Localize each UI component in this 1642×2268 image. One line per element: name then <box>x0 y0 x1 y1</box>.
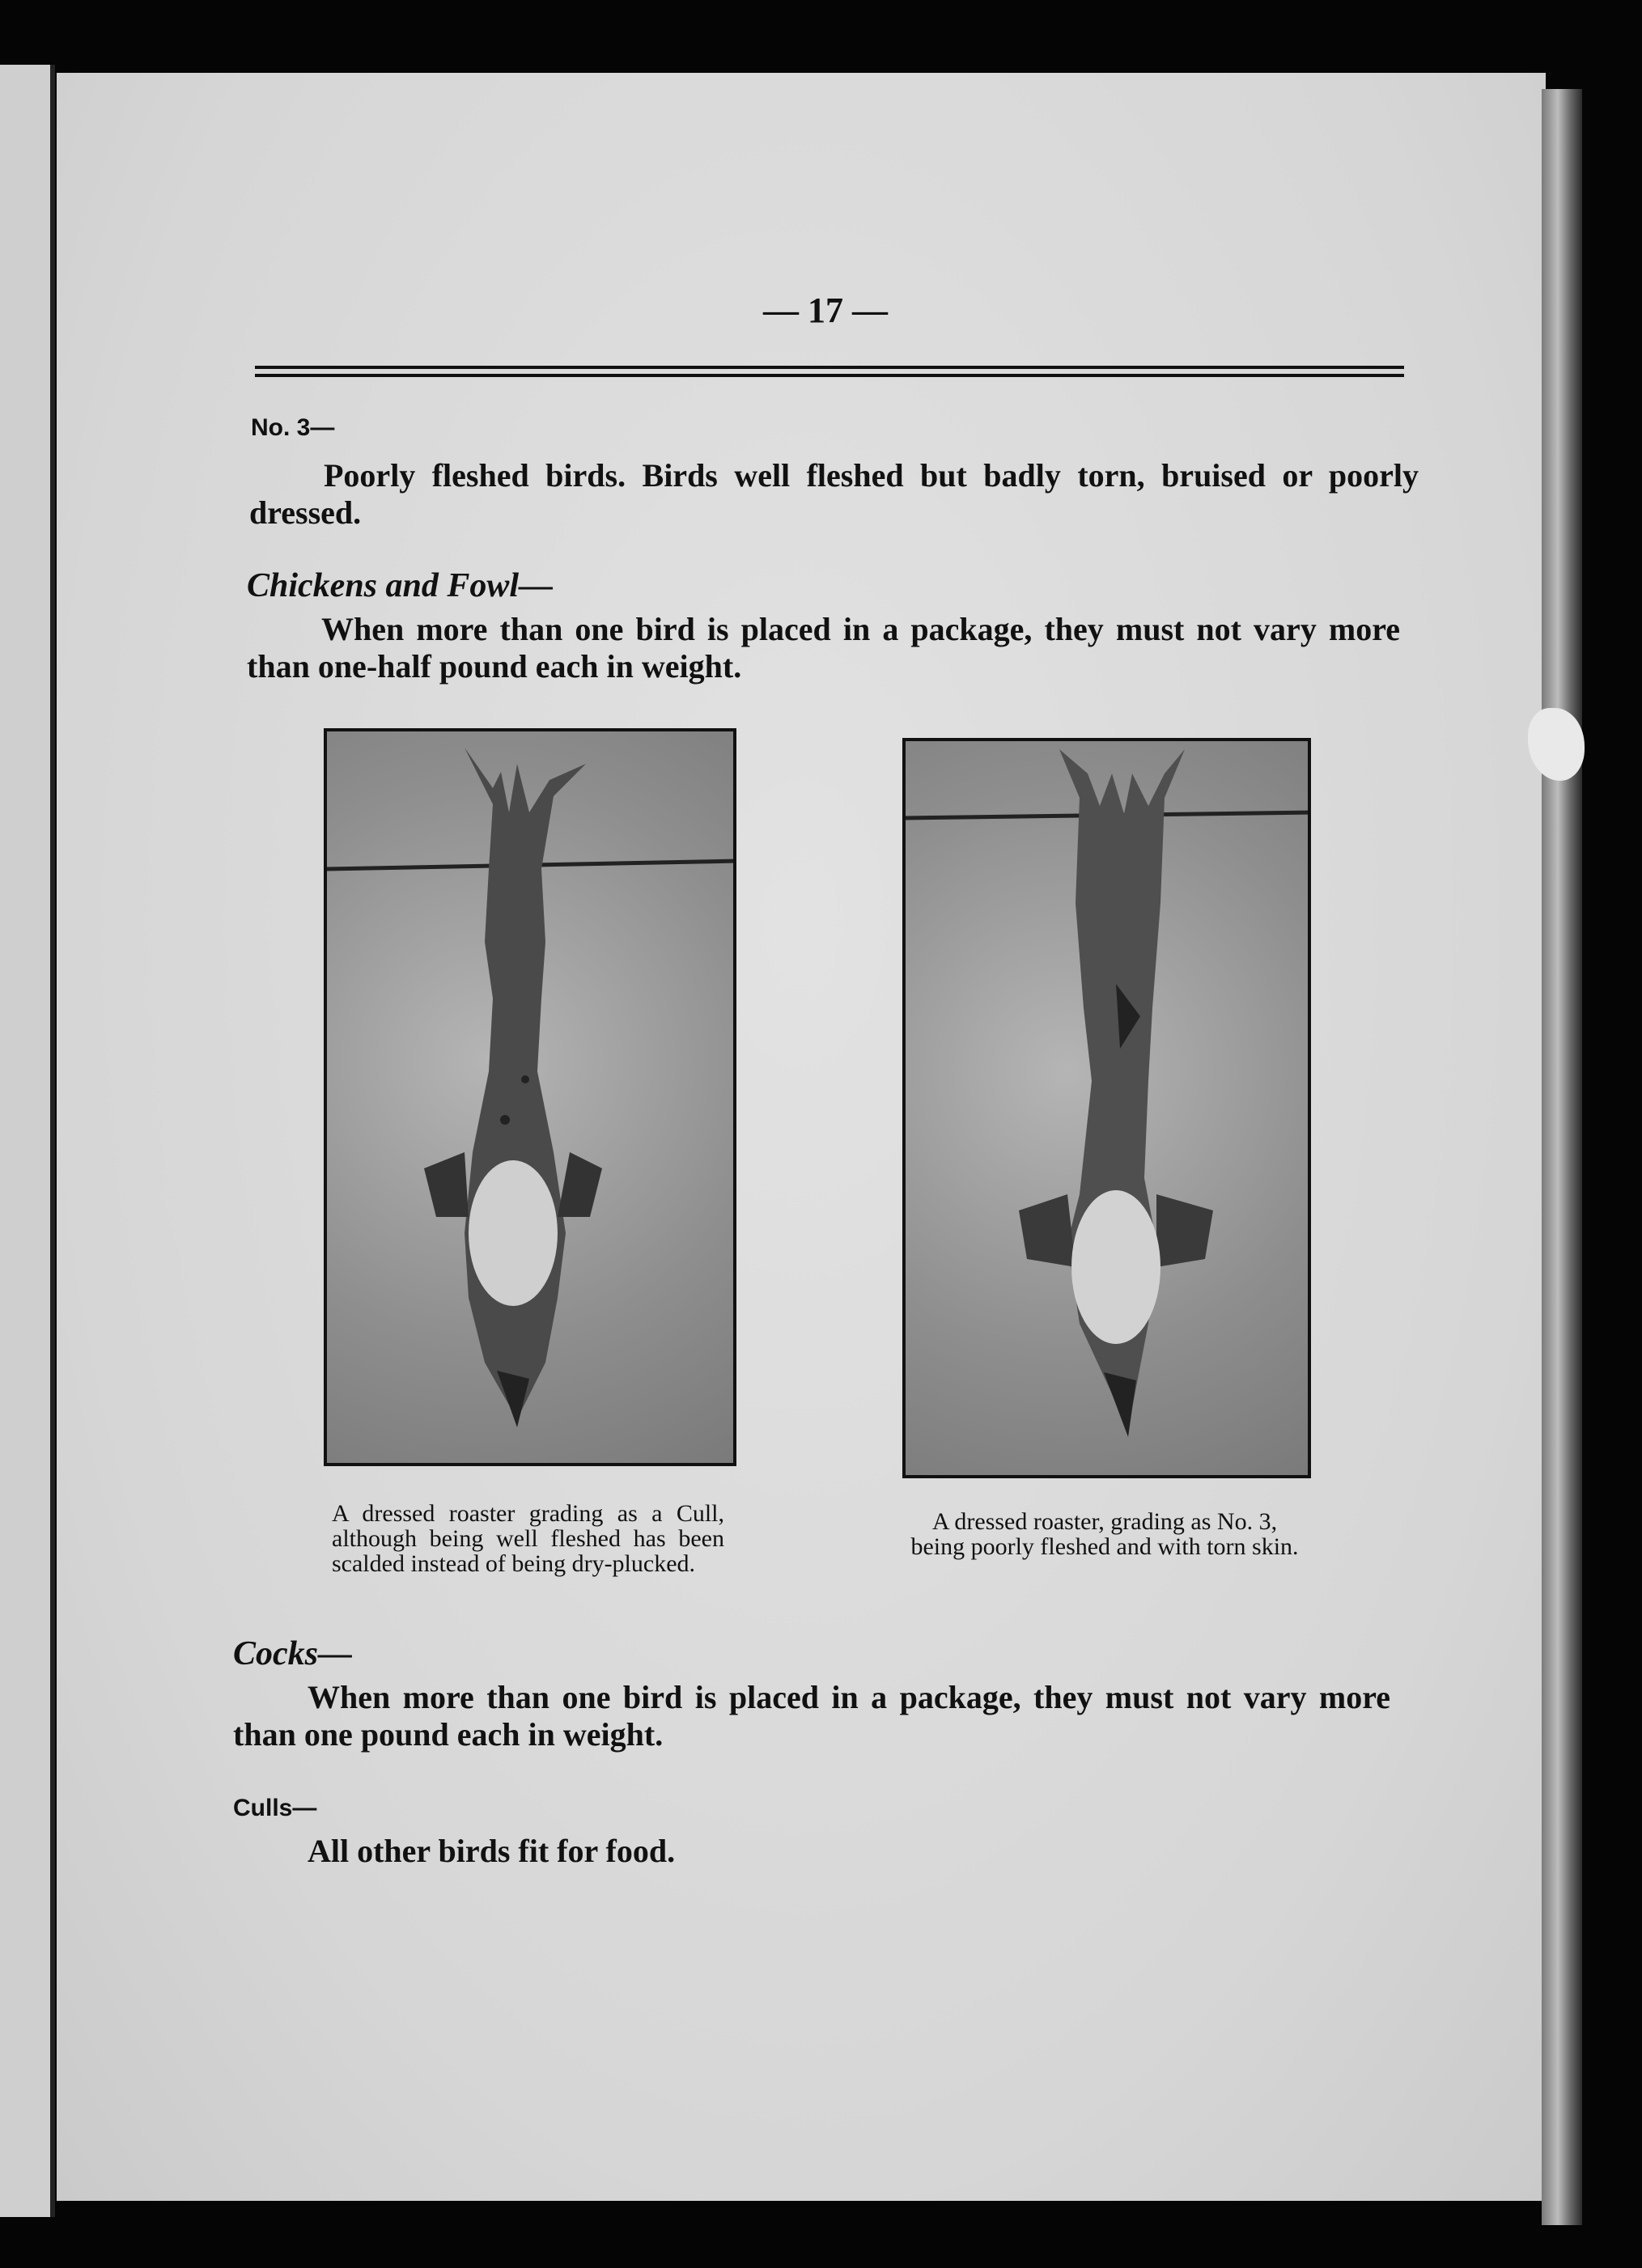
paragraph-cocks: When more than one bird is placed in a package, they must not vary more than one pound each in weight. <box>233 1679 1390 1753</box>
page-number: — 17 — <box>763 290 888 330</box>
hanging-bird-illustration-1 <box>327 731 736 1466</box>
heading-cocks: Cocks— <box>233 1635 352 1672</box>
caption-figure-2: A dressed roaster, grading as No. 3, being poorly fleshed and with torn skin. <box>910 1508 1299 1560</box>
heading-no3: No. 3— <box>251 414 335 441</box>
book-page <box>57 73 1546 2201</box>
photo-no3-roaster <box>902 738 1311 1478</box>
heading-culls: Culls— <box>233 1795 317 1821</box>
heading-chickens-fowl: Chickens and Fowl— <box>247 567 554 604</box>
left-page-edge <box>0 65 55 2217</box>
photo-cull-roaster <box>324 728 736 1466</box>
page-stack-edge <box>1542 89 1582 2225</box>
caption-figure-1: A dressed roaster grading as a Cull, although being well fleshed has been scalded instead of being dry-plucked. <box>332 1500 724 1577</box>
hanging-bird-illustration-2 <box>906 741 1311 1478</box>
paragraph-no3: Poorly fleshed birds. Birds well fleshed but badly torn, bruised or poorly dressed. <box>249 457 1419 531</box>
paragraph-chickens-fowl: When more than one bird is placed in a package, they must not vary more than one-half pound each in weight. <box>247 611 1400 685</box>
paragraph-culls: All other birds fit for food. <box>308 1833 676 1869</box>
header-rule <box>255 366 1404 377</box>
